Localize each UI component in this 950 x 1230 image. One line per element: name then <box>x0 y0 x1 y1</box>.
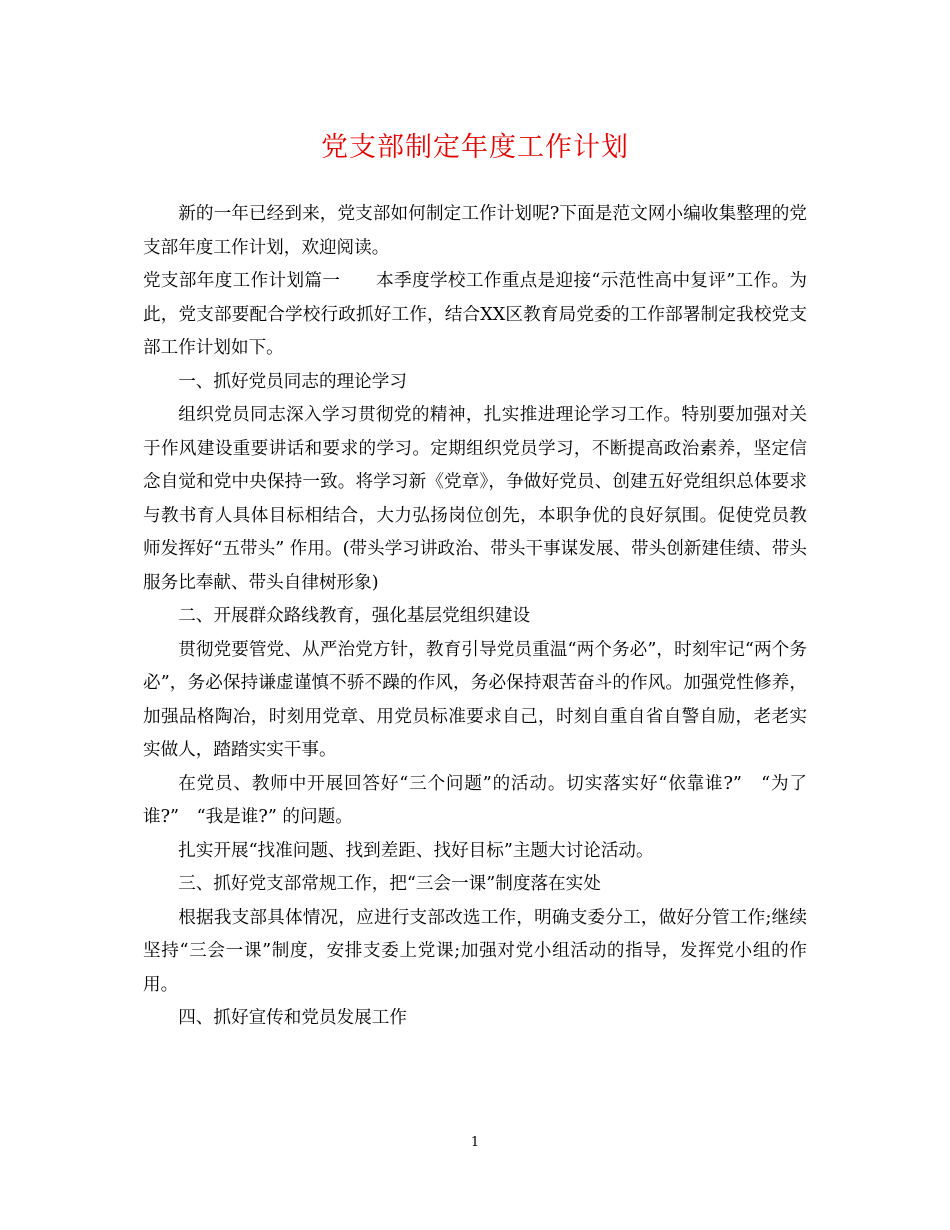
paragraph-section-2c: 扎实开展“找准问题、找到差距、找好目标”主题大讨论活动。 <box>178 840 654 861</box>
document-body <box>143 198 807 1036</box>
paragraph-section-2b: 在党员、教师中开展回答好“三个问题”的活动。切实落实好“依靠谁?” “为了谁?” “我是谁?” 的问题。 <box>143 773 807 827</box>
document-title: 党支部制定年度工作计划 <box>321 132 629 163</box>
paragraph-section-1: 组织党员同志深入学习贯彻党的精神，扎实推进理论学习工作。特别要加强对关于作风建设重要讲话和要求的学习。定期组织党员学习，不断提高政治素养，坚定信念自觉和党中央保持一致。将学习新《党章》，争做好党员、创建五好党组织总体要求与教书育人具体目标相结合，大力弘扬岗位创先，本职争优的良好氛围。促使党员教师发挥好“五带头” 作用。(带头学习讲政治、带头干事谋发展、带头创新建佳绩、带头服务比奉献、带头自律树形象) <box>143 405 807 593</box>
paragraph-section-3: 根据我支部具体情况，应进行支部改选工作，明确支委分工，做好分管工作;继续坚持“三会一课”制度，安排支委上党课;加强对党小组活动的指导，发挥党小组的作用。 <box>143 907 807 995</box>
section-heading-4: 四、抓好宣传和党员发展工作 <box>178 1008 407 1028</box>
section-heading-2: 二、开展群众路线教育，强化基层党组织建设 <box>178 606 531 626</box>
section-heading-1: 一、抓好党员同志的理论学习 <box>178 371 407 392</box>
paragraph-plan-opening: 党支部年度工作计划篇一 本季度学校工作重点是迎接“示范性高中复评”工作。为此，党支部要配合学校行政抓好工作，结合XX区教育局党委的工作部署制定我校党支部工作计划如下。 <box>143 271 807 358</box>
page-number: 1 <box>470 1135 480 1150</box>
paragraph-intro: 新的一年已经到来，党支部如何制定工作计划呢?下面是范文网小编收集整理的党支部年度工作计划，欢迎阅读。 <box>143 204 807 258</box>
paragraph-section-2a: 贯彻党要管党、从严治党方针，教育引导党员重温“两个务必”，时刻牢记“两个务必”，务必保持谦虚谨慎不骄不躁的作风，务必保持艰苦奋斗的作风。加强党性修养，加强品格陶冶，时刻用党章、用党员标准要求自己，时刻自重自省自警自励，老老实实做人，踏踏实实干事。 <box>143 639 807 760</box>
section-heading-3: 三、抓好党支部常规工作，把“三会一课”制度落在实处 <box>178 874 601 894</box>
